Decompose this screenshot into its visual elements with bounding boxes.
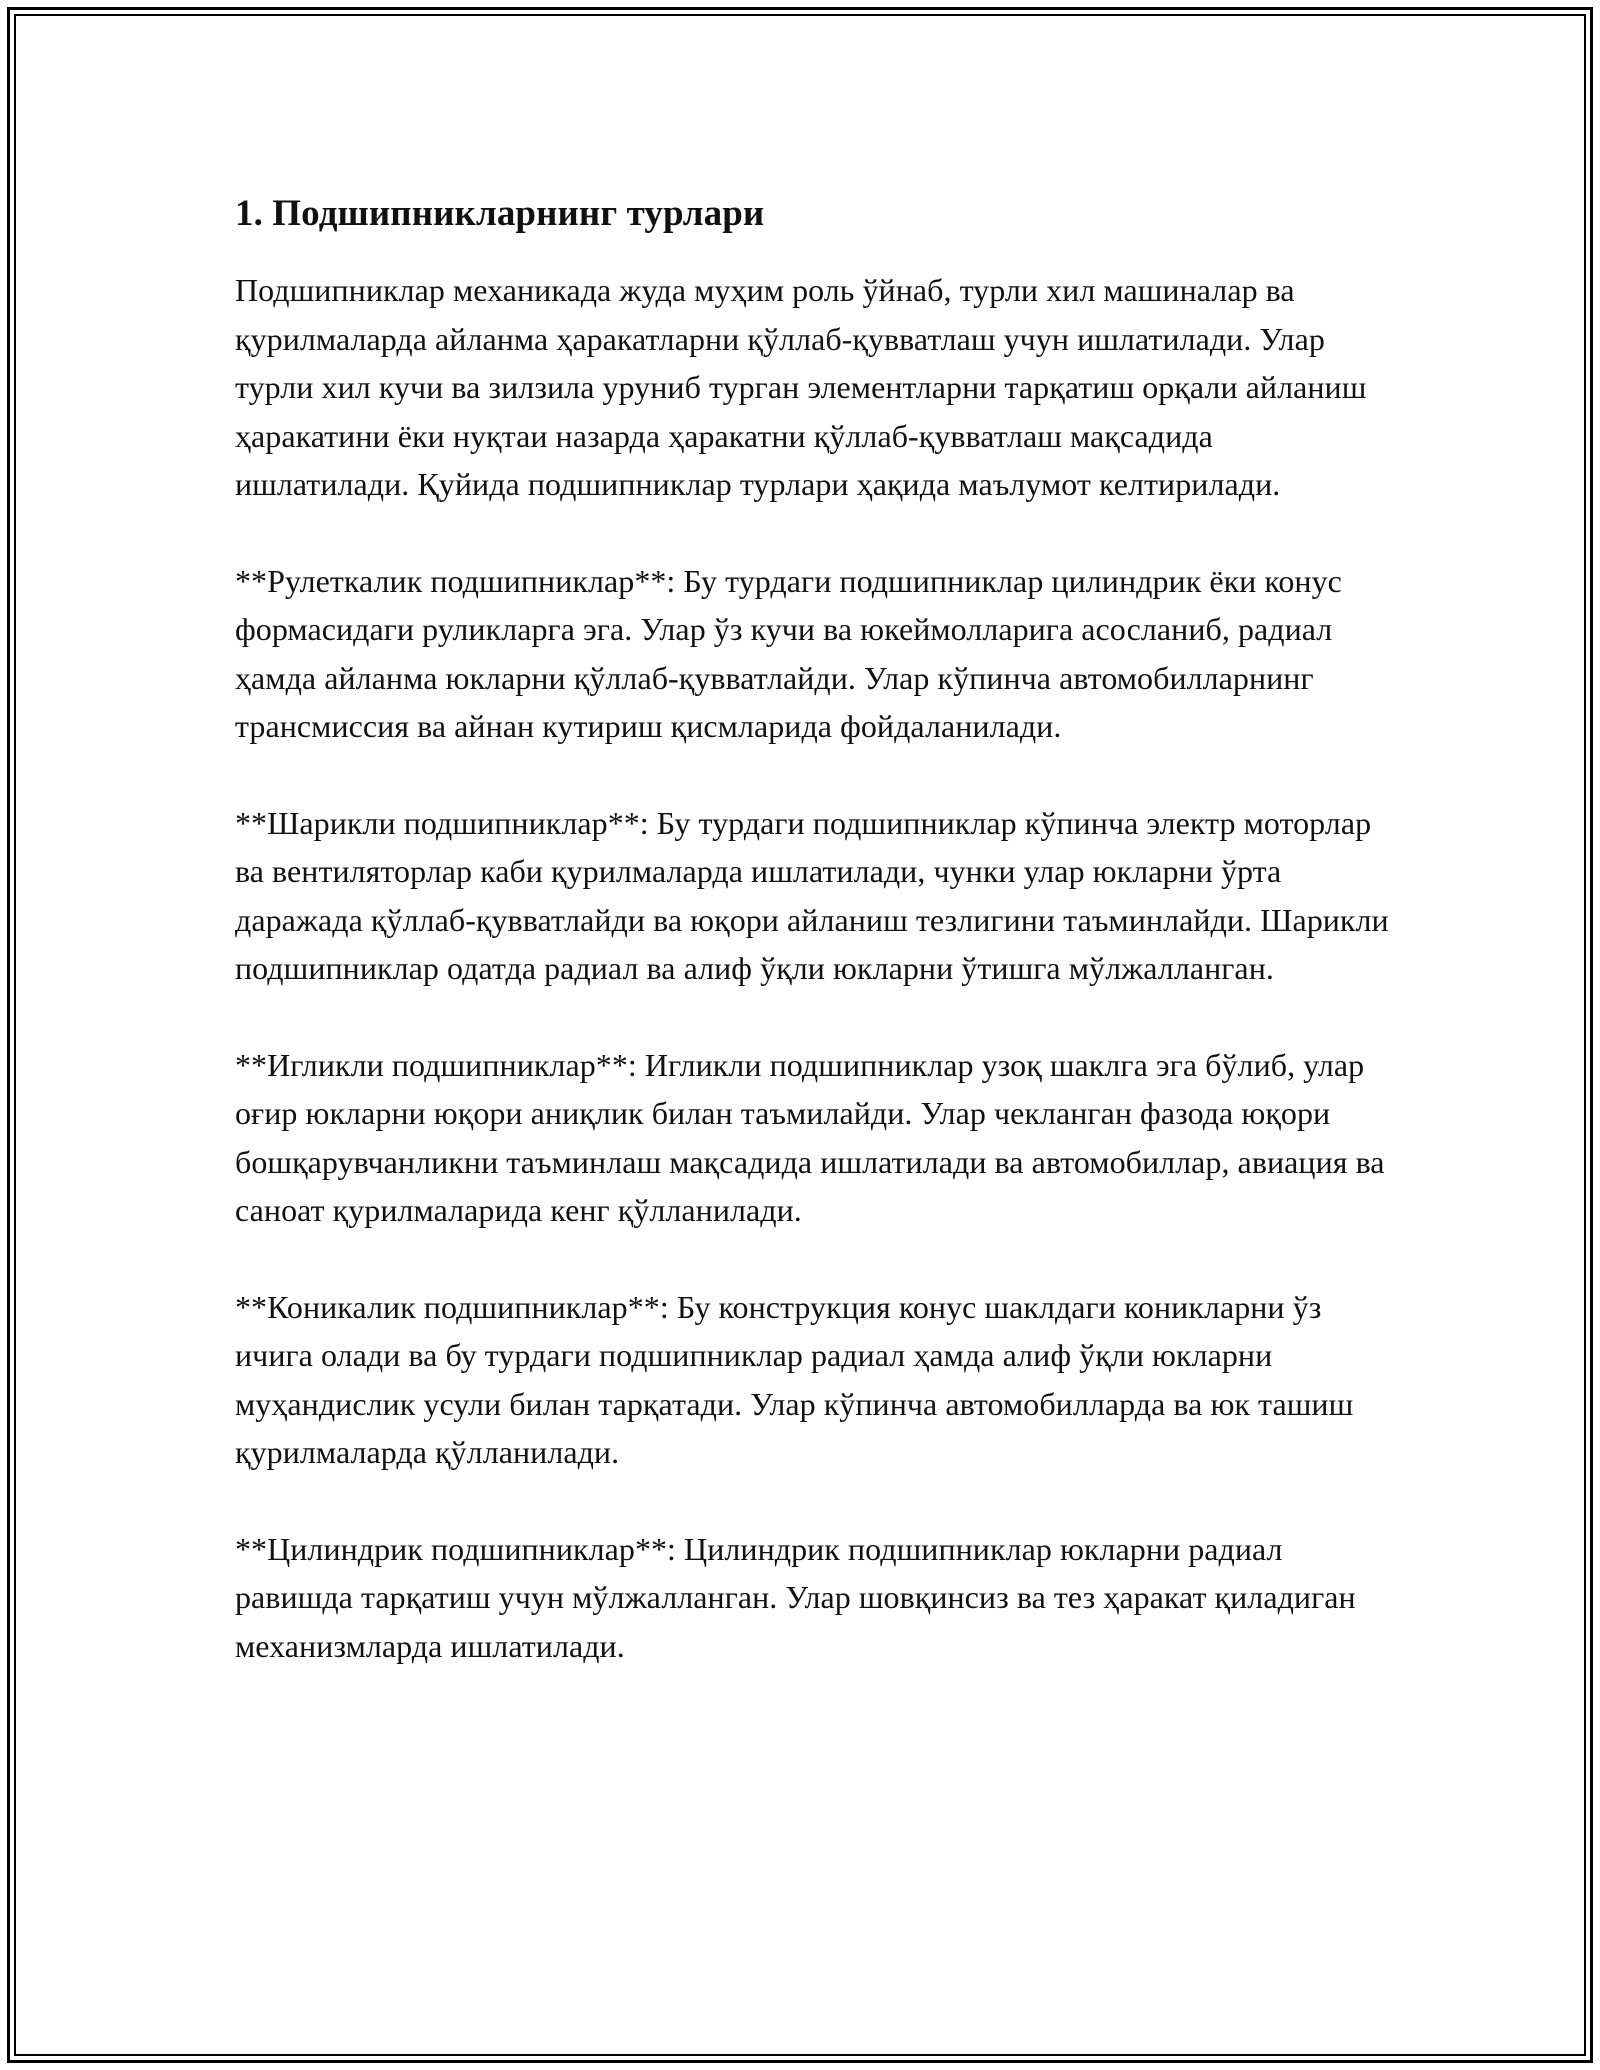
- document-body: [235, 184, 1395, 1718]
- ball-bearings-paragraph: **Шарикли подшипниклар**: Бу турдаги подшипниклар кўпинча электр моторлар ва вентиляторлар каби қурилмаларда ишлатилади, чунки улар юкларни ўрта даражада қўллаб-қувватлайди ва юқори айланиш тезлигини таъминлайди. Шарикли подшипниклар одатда радиал ва алиф ўқли юкларни ўтишга мўлжалланган.: [235, 804, 1389, 986]
- cylindrical-bearings-paragraph: **Цилиндрик подшипниклар**: Цилиндрик подшипниклар юкларни радиал равишда тарқатиш учун мўлжалланган. Улар шовқинсиз ва тез ҳаракат қиладиган механизмларда ишлатилади.: [235, 1530, 1356, 1664]
- needle-bearings-paragraph: **Игликли подшипниклар**: Игликли подшипниклар узоқ шаклга эга бўлиб, улар оғир юкларни юқори аниқлик билан таъмилайди. Улар чекланган фазода юқори бошқарувчанликни таъминлаш мақсадида ишлатилади ва автомобиллар, авиация ва саноат қурилмаларида кенг қўлланилади.: [235, 1046, 1385, 1228]
- intro-paragraph: Подшипниклар механикада жуда муҳим роль ўйнаб, турли хил машиналар ва қурилмаларда айланма ҳаракатларни қўллаб-қувватлаш учун ишлатилади. Улар турли хил кучи ва зилзила уруниб турган элементларни тарқатиш орқали айланиш ҳаракатини ёки нуқтаи назарда ҳаракатни қўллаб-қувватлаш мақсадида ишлатилади. Қуйида подшипниклар турлари ҳақида маълумот келтирилади.: [235, 272, 1367, 502]
- section-heading: 1. Подшипникларнинг турлари: [235, 193, 765, 234]
- tapered-bearings-paragraph: **Коникалик подшипниклар**: Бу конструкция конус шаклдаги коникларни ўз ичига олади ва бу турдаги подшипниклар радиал ҳамда алиф ўқли юкларни муҳандислик усули билан тарқатади. Улар кўпинча автомобилларда ва юк ташиш қурилмаларда қўлланилади.: [235, 1288, 1354, 1470]
- roller-bearings-paragraph: **Рулеткалик подшипниклар**: Бу турдаги подшипниклар цилиндрик ёки конус формасидаги руликларга эга. Улар ўз кучи ва юкеймолларига асосланиб, радиал ҳамда айланма юкларни қўллаб-қувватлайди. Улар кўпинча автомобилларнинг трансмиссия ва айнан кутириш қисмларида фойдаланилади.: [235, 562, 1342, 744]
